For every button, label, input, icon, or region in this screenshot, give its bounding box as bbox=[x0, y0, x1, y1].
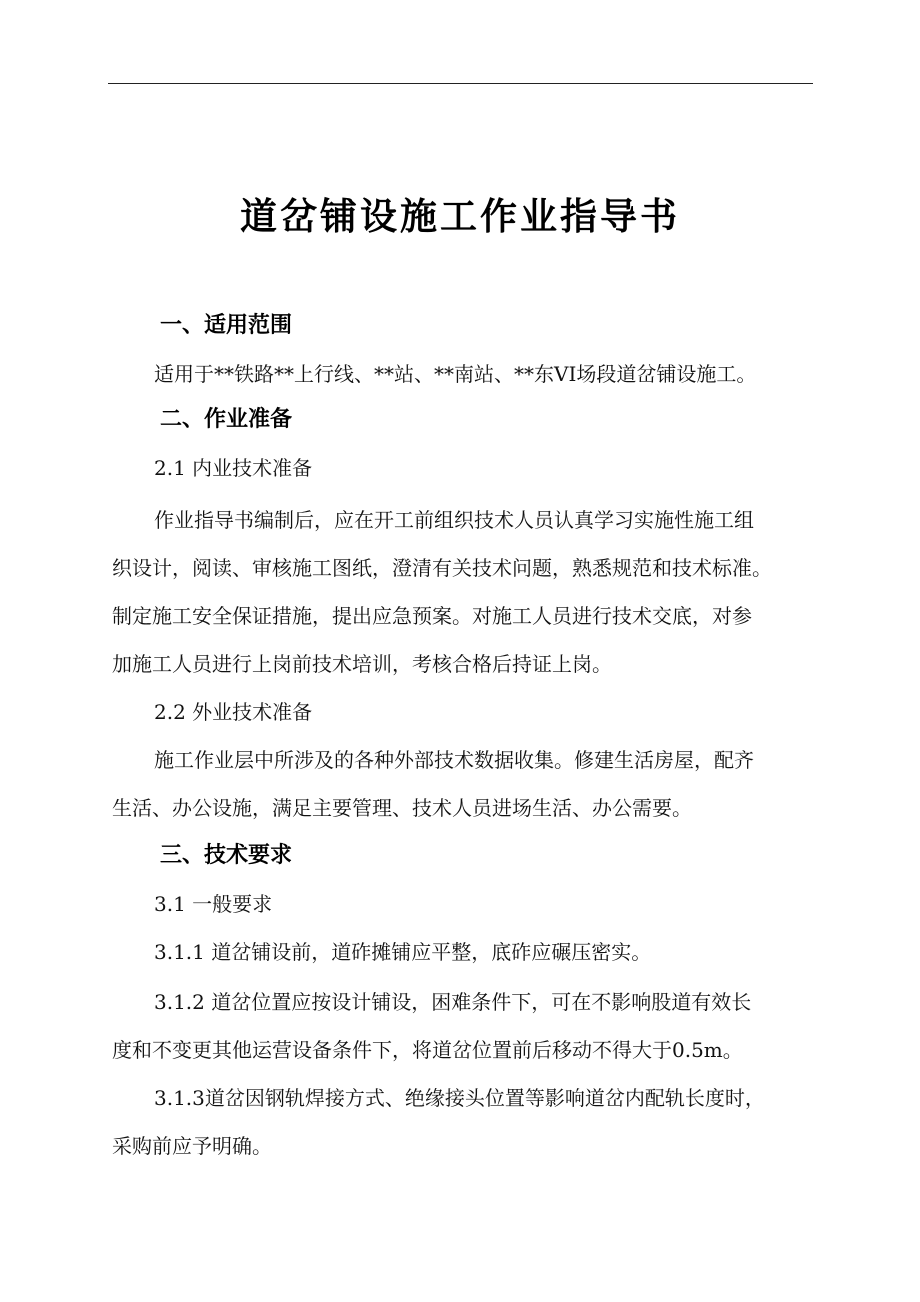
requirement-item: 3.1.1 道岔铺设前，道砟摊铺应平整，底砟应碾压密实。 bbox=[154, 940, 652, 964]
requirement-item: 3.1.3道岔因钢轨焊接方式、绝缘接头位置等影响道岔内配轨长度时， bbox=[154, 1086, 765, 1110]
scope-text: 适用于**铁路**上行线、**站、**南站、**东VI场段道岔铺设施工。 bbox=[154, 362, 757, 386]
paragraph-line: 制定施工安全保证措施，提出应急预案。对施工人员进行技术交底，对参 bbox=[112, 604, 752, 628]
section-heading-tech-requirements: 三、技术要求 bbox=[160, 843, 293, 868]
paragraph-line: 作业指导书编制后，应在开工前组织技术人员认真学习实施性施工组 bbox=[154, 508, 754, 532]
requirement-item-continuation: 度和不变更其他运营设备条件下，将道岔位置前后移动不得大于0.5m。 bbox=[112, 1038, 743, 1062]
paragraph-line: 织设计，阅读、审核施工图纸，澄清有关技术问题，熟悉规范和技术标准。 bbox=[112, 556, 772, 580]
paragraph-line: 生活、办公设施，满足主要管理、技术人员进场生活、办公需要。 bbox=[112, 796, 692, 820]
section-heading-scope: 一、适用范围 bbox=[160, 313, 293, 338]
section-heading-preparation: 二、作业准备 bbox=[160, 407, 293, 432]
paragraph-line: 施工作业层中所涉及的各种外部技术数据收集。修建生活房屋，配齐 bbox=[154, 748, 754, 772]
paragraph-line: 加施工人员进行上岗前技术培训，考核合格后持证上岗。 bbox=[112, 652, 612, 676]
document-title: 道岔铺设施工作业指导书 bbox=[240, 195, 680, 238]
subheading-internal-prep: 2.1 内业技术准备 bbox=[154, 456, 313, 480]
subheading-external-prep: 2.2 外业技术准备 bbox=[154, 700, 313, 724]
subheading-general-requirements: 3.1 一般要求 bbox=[154, 892, 273, 916]
requirement-item: 3.1.2 道岔位置应按设计铺设，困难条件下，可在不影响股道有效长 bbox=[154, 990, 752, 1014]
header-rule bbox=[108, 83, 813, 84]
requirement-item-continuation: 采购前应予明确。 bbox=[112, 1134, 272, 1158]
